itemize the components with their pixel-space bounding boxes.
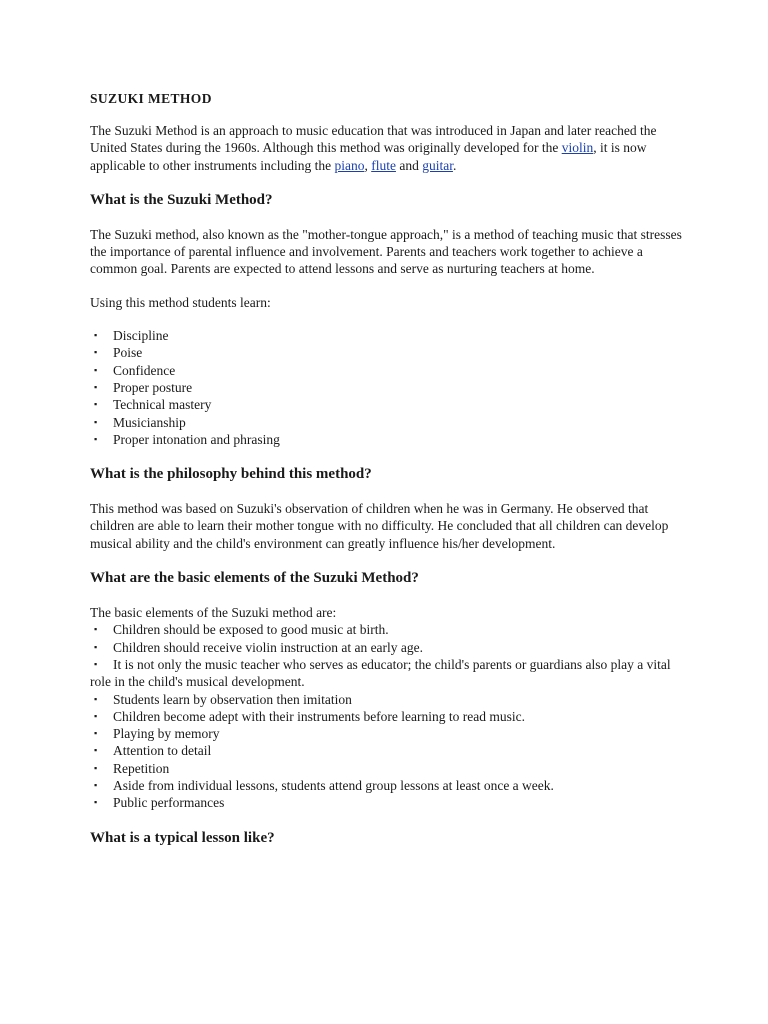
list-item-text: Proper intonation and phrasing xyxy=(113,431,280,447)
list-item xyxy=(90,639,690,656)
list-item xyxy=(90,379,690,396)
section3-list-intro: The basic elements of the Suzuki method are: xyxy=(90,605,337,621)
bullet-icon: ▪ xyxy=(94,780,98,791)
link-violin[interactable]: violin xyxy=(561,140,594,156)
intro-text-1: The Suzuki Method is an approach to music education that was introduced in Japan and later reached the United States during the 1960s. Although this method was originally developed for the xyxy=(90,123,657,156)
list-item-text: Children should receive violin instruction at an early age. xyxy=(113,639,424,655)
section1-list-intro: Using this method students learn: xyxy=(90,294,271,310)
list-item xyxy=(90,396,690,413)
list-item xyxy=(90,414,690,431)
bullet-icon: ▪ xyxy=(94,658,98,669)
section-heading-basic-elements: What are the basic elements of the Suzuki Method? xyxy=(90,570,419,587)
list-item-text: Attention to detail xyxy=(113,743,212,759)
list-item-text: Poise xyxy=(113,345,143,361)
list-item xyxy=(90,708,690,725)
list-item-text: Public performances xyxy=(113,795,225,811)
list-item xyxy=(90,794,690,811)
bullet-icon: ▪ xyxy=(94,728,98,739)
section1-paragraph: The Suzuki method, also known as the "mother-tongue approach," is a method of teaching music that stresses the importance of parental influence and involvement. Parents and teachers work together to achieve a common goal. Parents are expected to attend lessons and serve as nurturing teachers at home. xyxy=(90,226,682,277)
bullet-icon: ▪ xyxy=(94,347,98,358)
bullet-icon: ▪ xyxy=(94,381,98,392)
list-item-text: Musicianship xyxy=(113,414,186,430)
list-item xyxy=(90,656,690,691)
list-item xyxy=(90,327,690,344)
section2-paragraph: This method was based on Suzuki's observation of children when he was in Germany. He observed that children are able to learn their mother tongue with no difficulty. He concluded that all children can develop musical ability and the child's environment can greatly influence his/her development. xyxy=(90,501,669,551)
list-item-text: Proper posture xyxy=(113,379,193,395)
document-title: SUZUKI METHOD xyxy=(90,91,212,106)
list-item xyxy=(90,691,690,708)
list-item xyxy=(90,777,690,794)
list-item xyxy=(90,431,690,448)
bullet-icon: ▪ xyxy=(94,399,98,410)
list-item xyxy=(90,362,690,379)
bullet-icon: ▪ xyxy=(94,693,98,704)
list-item-text: Playing by memory xyxy=(113,726,220,742)
list-item-text: Repetition xyxy=(113,760,170,776)
intro-sep-1: , xyxy=(364,157,372,173)
bullet-icon: ▪ xyxy=(94,364,98,375)
list-item-text: Children should be exposed to good music at birth. xyxy=(113,622,389,638)
list-item-text: Confidence xyxy=(113,362,176,378)
list-item-text: Students learn by observation then imitation xyxy=(113,691,352,707)
list-item-text: It is not only the music teacher who serves as educator; the child's parents or guardians also play a vital role in the child's musical development. xyxy=(90,656,671,690)
section-heading-philosophy: What is the philosophy behind this method? xyxy=(90,466,372,483)
document-page xyxy=(90,90,690,864)
link-flute[interactable]: flute xyxy=(371,157,396,173)
list-item xyxy=(90,344,690,361)
list-item-text: Technical mastery xyxy=(113,397,212,413)
bullet-icon: ▪ xyxy=(94,710,98,721)
bullet-icon: ▪ xyxy=(94,797,98,808)
learning-outcomes-list xyxy=(90,327,690,448)
bullet-icon: ▪ xyxy=(94,330,98,341)
bullet-icon: ▪ xyxy=(94,762,98,773)
intro-paragraph xyxy=(90,122,690,174)
list-item-text: Aside from individual lessons, students attend group lessons at least once a week. xyxy=(113,778,554,794)
link-guitar[interactable]: guitar xyxy=(422,157,453,173)
basic-elements-list xyxy=(90,621,690,811)
bullet-icon: ▪ xyxy=(94,624,98,635)
section-heading-typical-lesson: What is a typical lesson like? xyxy=(90,829,275,846)
bullet-icon: ▪ xyxy=(94,416,98,427)
list-item-text: Children become adept with their instruments before learning to read music. xyxy=(113,708,526,724)
intro-end: . xyxy=(452,157,457,173)
section-heading-what-is: What is the Suzuki Method? xyxy=(90,191,273,208)
link-piano[interactable]: piano xyxy=(334,157,365,173)
bullet-icon: ▪ xyxy=(94,433,98,444)
intro-sep-2: and xyxy=(395,157,423,173)
list-item xyxy=(90,725,690,742)
list-item xyxy=(90,742,690,759)
bullet-icon: ▪ xyxy=(94,641,98,652)
bullet-icon: ▪ xyxy=(94,745,98,756)
list-item-text: Discipline xyxy=(113,328,169,344)
list-item xyxy=(90,760,690,777)
intro-text-2: , it is now applicable to other instruments including the xyxy=(90,140,647,173)
list-item xyxy=(90,621,690,638)
